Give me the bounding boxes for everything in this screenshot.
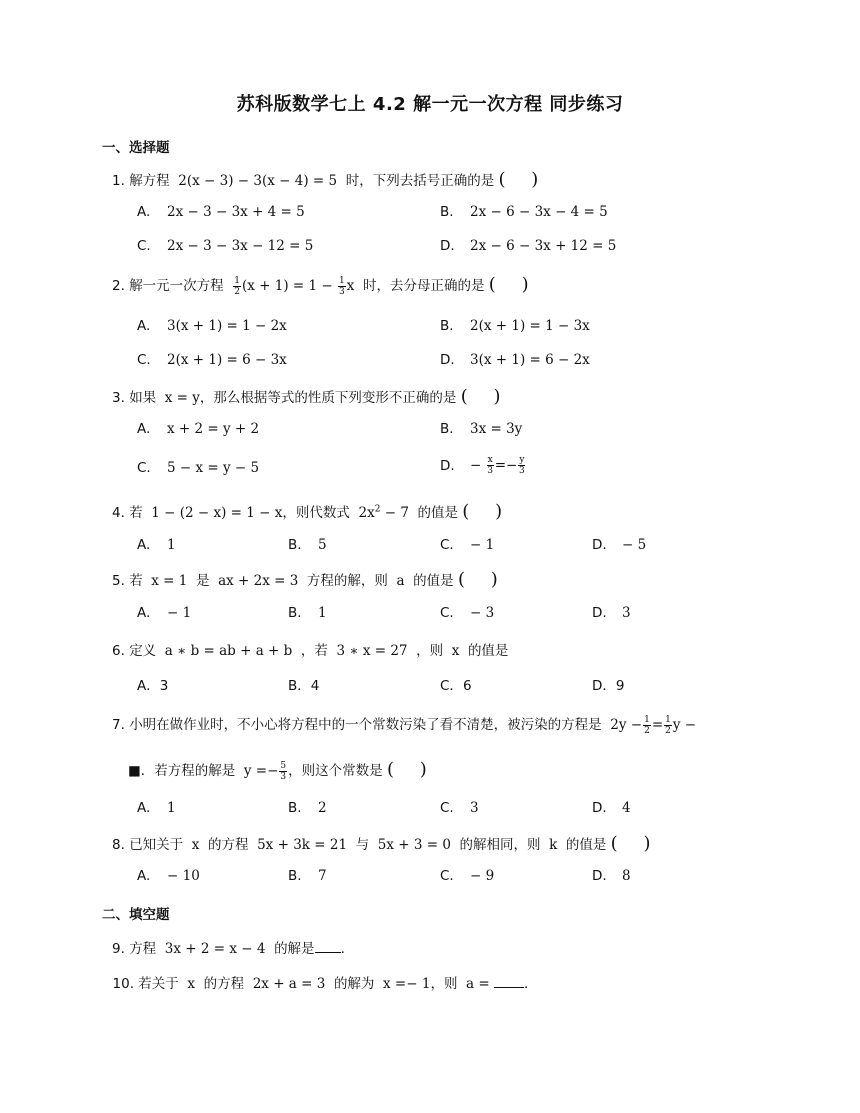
option-text: 9 xyxy=(615,678,625,694)
question-number: 2. xyxy=(112,278,125,294)
fraction xyxy=(643,715,651,736)
equation: − 7 xyxy=(380,505,409,521)
option-letter: A． xyxy=(137,678,160,694)
fraction-numerator: 1 xyxy=(665,714,671,725)
question-text: 的值是 xyxy=(417,505,458,521)
option-text: 4 xyxy=(310,678,320,694)
option-c xyxy=(440,674,472,694)
fraction xyxy=(279,761,287,782)
question-text: 若 xyxy=(129,505,143,521)
option-text: 7 xyxy=(318,868,327,884)
question-text: 时，去分母正确的是 xyxy=(362,278,485,294)
option-text: 3 xyxy=(622,605,631,621)
answer-paren-open: ( xyxy=(498,169,506,190)
question-text: ，若 xyxy=(300,643,328,659)
option-letter: C. xyxy=(440,868,454,884)
answer-paren-close: ) xyxy=(490,569,498,590)
section-heading-fill: 二、填空题 xyxy=(102,907,170,923)
question-text: 的值是 xyxy=(413,573,454,589)
option-d xyxy=(592,605,631,621)
section-heading-choice: 一、选择题 xyxy=(102,140,170,156)
option-d xyxy=(592,537,646,553)
answer-paren-close: ) xyxy=(419,759,427,780)
equation: a = xyxy=(466,976,490,992)
option-text: 2x − 3 − 3x − 12 = 5 xyxy=(167,238,314,254)
option-letter: A. xyxy=(137,868,151,884)
option-a xyxy=(137,605,191,621)
fraction xyxy=(233,276,241,297)
option-c xyxy=(440,537,494,553)
fraction xyxy=(518,455,525,476)
answer-paren-open: ( xyxy=(460,386,468,407)
equation: x = y xyxy=(164,390,200,406)
option-d xyxy=(592,868,631,884)
fraction-numerator: 5 xyxy=(280,760,287,771)
question-text: 是 xyxy=(195,573,210,589)
question-number: 4. xyxy=(112,505,125,521)
option-letter: D. xyxy=(592,537,607,553)
equation: 3 ∗ x = 27 xyxy=(336,643,408,659)
option-d xyxy=(440,238,616,254)
answer-paren-close: ) xyxy=(643,833,651,854)
equation: 5x + 3 = 0 xyxy=(377,837,451,853)
option-letter: A. xyxy=(137,421,151,437)
option-text: 2(x + 1) = 6 − 3x xyxy=(167,352,287,368)
question-text: 解一元一次方程 xyxy=(129,278,224,294)
equation: x =− 1 xyxy=(383,976,431,992)
option-a xyxy=(137,868,200,884)
fraction-numerator: 1 xyxy=(339,275,345,286)
question-number: 7. xyxy=(112,717,125,733)
option-d xyxy=(440,352,590,368)
question-number: 6. xyxy=(112,643,125,659)
equation: 1 − (2 − x) = 1 − x xyxy=(151,505,283,521)
option-letter: D. xyxy=(592,605,607,621)
option-text: 6 xyxy=(462,678,472,694)
question-text: 的值是 xyxy=(565,837,607,853)
equation: x = 1 xyxy=(151,573,188,589)
equation: 2x xyxy=(358,505,375,521)
question-number: 3. xyxy=(112,390,125,406)
equation: a xyxy=(396,573,405,589)
question-text: ■．若方程的解是 xyxy=(128,763,236,779)
exponent: 2 xyxy=(374,504,381,515)
option-a xyxy=(137,674,168,694)
question-text: 如果 xyxy=(129,390,157,406)
option-text: − xyxy=(470,457,482,474)
option-letter: B. xyxy=(288,537,302,553)
option-c xyxy=(440,800,479,816)
question-7-line-2 xyxy=(128,759,427,782)
fraction-denominator: 2 xyxy=(234,286,241,297)
equation: y =− xyxy=(243,763,279,779)
option-letter: B. xyxy=(440,318,454,334)
option-b xyxy=(288,674,319,694)
option-b xyxy=(288,537,327,553)
option-text: 3 xyxy=(159,678,169,694)
question-8 xyxy=(112,833,650,854)
option-letter: B. xyxy=(288,800,302,816)
question-text: 的方程 xyxy=(203,976,245,992)
fraction-numerator: 1 xyxy=(234,275,241,286)
question-text: 定义 xyxy=(129,643,157,659)
question-1 xyxy=(112,169,538,190)
question-text: ，那么根据等式的性质下列变形不正确的是 xyxy=(199,390,457,406)
option-letter: B. xyxy=(440,204,454,220)
option-text: 4 xyxy=(622,800,631,816)
fraction-denominator: 2 xyxy=(644,725,650,736)
option-text: 2x − 6 − 3x + 12 = 5 xyxy=(470,238,617,254)
option-b xyxy=(288,605,327,621)
option-letter: A. xyxy=(137,800,151,816)
question-text: ，则 xyxy=(430,976,458,992)
equation: x xyxy=(191,837,200,853)
question-3 xyxy=(112,386,501,407)
equation: k xyxy=(549,837,558,853)
option-letter: C. xyxy=(440,537,454,553)
fraction-denominator: 3 xyxy=(280,771,287,782)
option-c xyxy=(440,605,494,621)
answer-paren-open: ( xyxy=(457,569,465,590)
equation: = xyxy=(651,717,664,733)
question-text: 与 xyxy=(355,837,370,853)
equation: 2x + a = 3 xyxy=(252,976,326,992)
option-a xyxy=(137,318,287,334)
question-text: . xyxy=(340,941,345,957)
option-text: 3 xyxy=(470,800,479,816)
question-text: 方程 xyxy=(129,941,157,957)
question-text: ，则这个常数是 xyxy=(288,763,383,779)
fraction xyxy=(338,276,346,297)
option-c xyxy=(440,868,494,884)
equation: y − xyxy=(672,717,697,733)
option-letter: C. xyxy=(137,352,151,368)
option-letter: C． xyxy=(440,678,463,694)
option-b xyxy=(440,204,608,220)
answer-paren-close: ) xyxy=(495,501,503,522)
question-2 xyxy=(112,274,529,297)
equation: 5x + 3k = 21 xyxy=(257,837,348,853)
question-text: ，则代数式 xyxy=(282,505,350,521)
option-text: − 1 xyxy=(470,537,495,553)
option-letter: D. xyxy=(440,457,455,474)
question-text: 若 xyxy=(129,573,143,589)
answer-paren-close: ) xyxy=(531,169,539,190)
option-c xyxy=(137,460,259,476)
option-letter: A. xyxy=(137,204,151,220)
answer-paren-close: ) xyxy=(521,274,529,295)
option-letter: B. xyxy=(440,421,454,437)
answer-paren-open: ( xyxy=(488,274,496,295)
question-6 xyxy=(112,639,508,659)
equation: 3x + 2 = x − 4 xyxy=(164,941,266,957)
fraction-denominator: 3 xyxy=(518,466,525,476)
question-text: 时，下列去括号正确的是 xyxy=(345,173,495,189)
answer-paren-open: ( xyxy=(386,759,394,780)
option-text: 2x − 6 − 3x − 4 = 5 xyxy=(470,204,608,220)
option-d xyxy=(592,800,631,816)
page-title: 苏科版数学七上 4.2 解一元一次方程 同步练习 xyxy=(236,94,624,115)
equation: x xyxy=(451,643,460,659)
option-text: x + 2 = y + 2 xyxy=(167,421,260,437)
question-7 xyxy=(112,713,696,736)
fraction-denominator: 3 xyxy=(487,466,494,476)
option-b xyxy=(288,868,327,884)
question-text: 方程的解，则 xyxy=(306,573,388,589)
option-text: 2x − 3 − 3x + 4 = 5 xyxy=(167,204,305,220)
equation: x xyxy=(346,278,355,294)
equation: a ∗ b = ab + a + b xyxy=(164,643,293,659)
option-d xyxy=(440,455,526,476)
question-4 xyxy=(112,501,502,522)
question-text: 的解是 xyxy=(274,941,315,957)
fraction-numerator: x xyxy=(487,455,493,465)
option-text: − 10 xyxy=(167,868,200,884)
option-text: 1 xyxy=(318,605,327,621)
fraction xyxy=(487,455,494,476)
answer-paren-open: ( xyxy=(462,501,470,522)
fraction-numerator: 1 xyxy=(644,714,650,725)
answer-blank[interactable] xyxy=(315,940,341,953)
question-number: 9. xyxy=(112,941,125,957)
equation: 2y − xyxy=(610,717,643,733)
option-b xyxy=(440,421,522,437)
option-a xyxy=(137,421,259,437)
option-text: =− xyxy=(494,457,518,474)
question-text: 的值是 xyxy=(467,643,509,659)
question-text: 已知关于 xyxy=(129,837,184,853)
question-number: 1. xyxy=(112,173,125,189)
option-letter: C. xyxy=(137,238,151,254)
question-text: 的解为 xyxy=(333,976,375,992)
option-text: 5 − x = y − 5 xyxy=(167,460,260,476)
option-c xyxy=(137,238,313,254)
option-text: 3(x + 1) = 1 − 2x xyxy=(167,318,287,334)
option-text: 2(x + 1) = 1 − 3x xyxy=(470,318,590,334)
question-text: 小明在做作业时，不小心将方程中的一个常数污染了看不清楚，被污染的方程是 xyxy=(129,717,602,733)
option-c xyxy=(137,352,287,368)
option-letter: C. xyxy=(137,460,151,476)
question-text: . xyxy=(524,976,529,992)
answer-paren-close: ) xyxy=(493,386,501,407)
question-text: 的方程 xyxy=(208,837,249,853)
question-number: 5. xyxy=(112,573,125,589)
question-text: 解方程 xyxy=(129,173,170,189)
option-text: − 3 xyxy=(470,605,495,621)
option-letter: D. xyxy=(592,800,607,816)
option-letter: B. xyxy=(288,868,302,884)
option-b xyxy=(440,318,590,334)
option-a xyxy=(137,537,176,553)
option-letter: C. xyxy=(440,605,454,621)
answer-paren-open: ( xyxy=(610,833,618,854)
option-text: 8 xyxy=(622,868,631,884)
option-letter: C. xyxy=(440,800,454,816)
option-text: − 1 xyxy=(167,605,192,621)
equation: (x + 1) = 1 − xyxy=(242,278,333,294)
option-letter: A. xyxy=(137,605,151,621)
question-number: 8. xyxy=(112,837,125,853)
fraction-numerator: y xyxy=(519,455,525,465)
equation: x xyxy=(187,976,196,992)
question-number: 10. xyxy=(112,976,134,992)
option-letter: D. xyxy=(440,352,455,368)
option-text: 5 xyxy=(318,537,327,553)
equation: ax + 2x = 3 xyxy=(218,573,299,589)
fraction xyxy=(664,715,672,736)
option-b xyxy=(288,800,327,816)
option-letter: B. xyxy=(288,605,302,621)
question-10 xyxy=(104,972,528,992)
question-5 xyxy=(112,569,498,590)
question-text: 的解相同，则 xyxy=(459,837,541,853)
option-d xyxy=(592,674,625,694)
option-letter: A. xyxy=(137,537,151,553)
option-a xyxy=(137,800,176,816)
question-9 xyxy=(112,937,345,957)
answer-blank[interactable] xyxy=(494,975,524,988)
option-text: − 9 xyxy=(470,868,495,884)
option-text: 1 xyxy=(167,800,176,816)
option-letter: D. xyxy=(592,868,607,884)
option-letter: A. xyxy=(137,318,151,334)
option-text: 3(x + 1) = 6 − 2x xyxy=(470,352,590,368)
option-text: 1 xyxy=(167,537,176,553)
option-letter: B． xyxy=(288,678,311,694)
fraction-denominator: 3 xyxy=(339,286,345,297)
option-text: − 5 xyxy=(622,537,647,553)
equation: 2(x − 3) − 3(x − 4) = 5 xyxy=(178,173,338,189)
fraction-denominator: 2 xyxy=(665,725,671,736)
option-text: 2 xyxy=(318,800,327,816)
option-letter: D． xyxy=(592,678,616,694)
option-letter: D. xyxy=(440,238,455,254)
question-text: 若关于 xyxy=(138,976,179,992)
question-text: ，则 xyxy=(416,643,444,659)
option-a xyxy=(137,204,305,220)
option-text: 3x = 3y xyxy=(470,421,523,437)
